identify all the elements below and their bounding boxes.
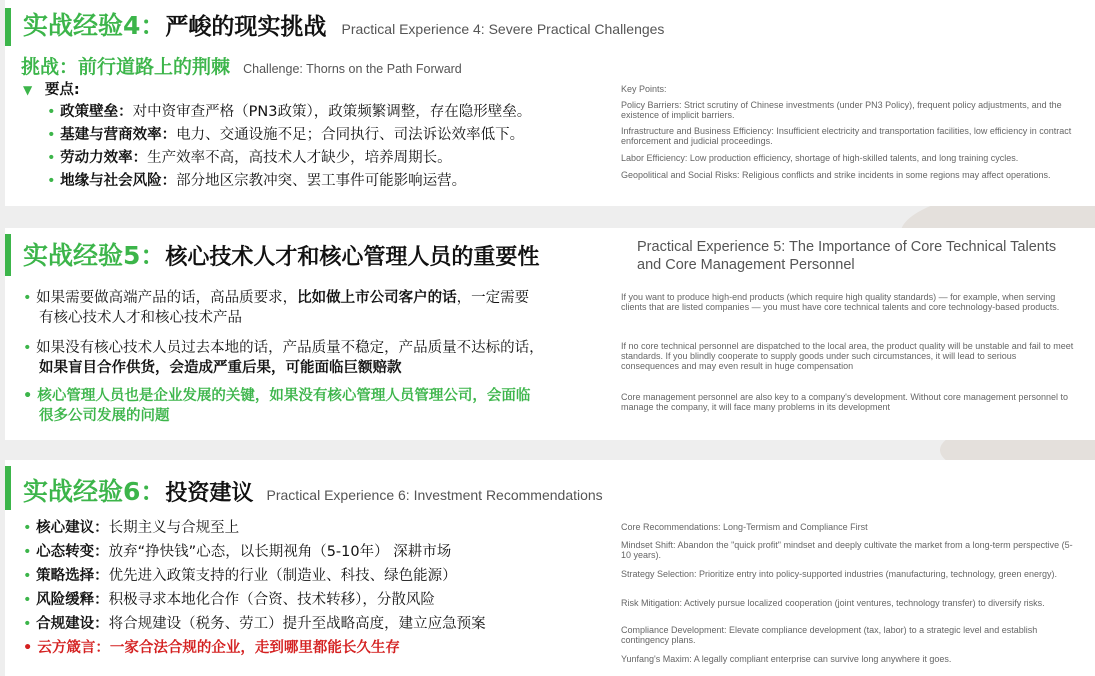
list-item: • 合规建设：将合规建设（税务、劳工）提升至战略高度，建立应急预案 (23, 616, 486, 632)
en-note: Infrastructure and Business Efficiency: Insufficient electricity and transportation facilities, low efficiency in contract enforcement and judicial proceedings. (621, 126, 1072, 146)
item-head: 策略选择： (36, 568, 109, 584)
en-note: Labor Efficiency: Low production efficiency, shortage of high-skilled talents, and long training cycles. (621, 153, 1019, 163)
triangle-down-icon: ▼ (23, 83, 33, 97)
section-5-title-en: Practical Experience 5: The Importance of Core Technical Talents and Core Management Personnel (637, 239, 1057, 273)
item-head: 合规建设： (36, 616, 109, 632)
text: ，一定需要 (456, 290, 530, 306)
text-bold: 比如做上市公司客户的话 (297, 290, 457, 306)
text-green: 很多公司发展的问题 (39, 408, 170, 424)
item-head: 基建与营商效率： (60, 127, 177, 143)
section-6-title (23, 472, 603, 508)
item-head: 核心建议： (36, 520, 109, 536)
en-note: Core management personnel are also key to a company's development. Without core management personnel to manage the company, it will face many problems in its development (621, 392, 1068, 412)
en-note: Policy Barriers: Strict scrutiny of Chinese investments (under PN3 Policy), frequent policy adjustments, and the existence of implicit barriers. (621, 100, 1062, 120)
en-note: If you want to produce high-end products (which require high quality standards) — for example, when serving clients that are listed companies — you must have core technical talents and core technology-based products. (621, 292, 1060, 312)
section-6-panel (5, 460, 1095, 676)
en-note: Yunfang's Maxim: A legally compliant enterprise can survive long anywhere it goes. (621, 654, 952, 664)
section-6-title-text: 投资建议 (165, 481, 254, 506)
section-6-title-en: Practical Experience 6: Investment Recommendations (266, 487, 603, 503)
accent-bar (5, 234, 11, 276)
text: 如果需要做高端产品的话，高品质要求， (36, 290, 298, 306)
en-note: Geopolitical and Social Risks: Religious conflicts and strike incidents in some regions may affect operations. (621, 170, 1051, 180)
en-note: Mindset Shift: Abandon the "quick profit" mindset and deeply cultivate the market from a long-term perspective (5-10 years). (621, 540, 1073, 560)
item-head: 地缘与社会风险： (60, 173, 177, 189)
item-head: 风险缓释： (36, 592, 109, 608)
list-item: • 地缘与社会风险：部分地区宗教冲突、罢工事件可能影响运营。 (47, 173, 467, 189)
subtitle-en: Challenge: Thorns on the Path Forward (243, 62, 462, 76)
list-item: • 劳动力效率：生产效率不高，高技术人才缺少，培养周期长。 (47, 150, 452, 166)
section-4-panel (5, 0, 1095, 206)
key-points-label (23, 80, 80, 100)
en-note: If no core technical personnel are dispatched to the local area, the product quality will be unstable and fail to meet standards. If you blindly cooperate to supply goods under such circumstances, it will lead to serious consequences and may even result in huge compensation (621, 341, 1074, 371)
list-item: • 核心管理人员也是企业发展的关键，如果没有核心管理人员管理公司，会面临 (23, 388, 531, 404)
item-body: 长期主义与合规至上 (108, 520, 240, 536)
en-note: Compliance Development: Elevate compliance development (tax, labor) to a strategic level and establish contingency plans. (621, 625, 1038, 645)
section-4-title-text: 严峻的现实挑战 (165, 14, 327, 40)
list-item: • 政策壁垒：对中资审查严格（PN3政策），政策频繁调整，存在隐形壁垒。 (47, 104, 532, 120)
section-4-title-number: 实战经验4： (23, 11, 166, 40)
item-body: 一家合法合规的企业，走到哪里都能长久生存 (109, 640, 400, 656)
item-body: 部分地区宗教冲突、罢工事件可能影响运营。 (176, 173, 467, 189)
section-4-title (23, 6, 664, 42)
item-body: 优先进入政策支持的行业（制造业、科技、绿色能源） (108, 568, 457, 584)
section-5-title-text: 核心技术人才和核心管理人员的重要性 (165, 245, 540, 270)
list-item: • 基建与营商效率：电力、交通设施不足；合同执行、司法诉讼效率低下。 (47, 127, 525, 143)
text-green: 核心管理人员也是企业发展的关键，如果没有核心管理人员管理公司，会面临 (37, 388, 531, 404)
list-item: • 策略选择：优先进入政策支持的行业（制造业、科技、绿色能源） (23, 568, 457, 584)
en-note: Key Points: (621, 84, 667, 94)
item-head: 心态转变： (36, 544, 109, 560)
text: 如果没有核心技术人员过去本地的话，产品质量不稳定，产品质量不达标的话， (36, 340, 544, 356)
section-4-title-en: Practical Experience 4: Severe Practical Challenges (341, 21, 665, 37)
section-5-title (23, 236, 539, 272)
accent-bar (5, 8, 11, 46)
item-body: 放弃“挣快钱”心态，以长期视角（5-10年） 深耕市场 (108, 544, 452, 560)
text-bold: 如果盲目合作供货，会造成严重后果，可能面临巨额赔款 (39, 360, 402, 376)
list-item: • 核心建议：长期主义与合规至上 (23, 520, 240, 536)
en-note: Risk Mitigation: Actively pursue localized cooperation (joint ventures, technology transfer) to diversify risks. (621, 598, 1045, 608)
item-head: 云方箴言： (37, 640, 110, 656)
list-item-cont (39, 358, 402, 378)
en-note: Core Recommendations: Long-Termism and Compliance First (621, 522, 868, 532)
section-5-title-number: 实战经验5： (23, 241, 166, 270)
list-item-maxim: • 云方箴言：一家合法合规的企业，走到哪里都能长久生存 (23, 640, 400, 656)
section-5-panel (5, 228, 1095, 440)
list-item: • 风险缓释：积极寻求本地化合作（合资、技术转移），分散风险 (23, 592, 435, 608)
item-head: 政策壁垒： (60, 104, 133, 120)
list-item: • 如果需要做高端产品的话，高品质要求，比如做上市公司客户的话，一定需要 (23, 290, 530, 306)
list-item: • 心态转变：放弃“挣快钱”心态，以长期视角（5-10年） 深耕市场 (23, 544, 452, 560)
accent-bar (5, 466, 11, 510)
list-item-cont (39, 308, 242, 328)
list-item-cont (39, 406, 170, 426)
text: 有核心技术人才和核心技术产品 (39, 310, 242, 326)
item-head: 劳动力效率： (60, 150, 148, 166)
section-4-subtitle (21, 52, 462, 79)
item-body: 生产效率不高，高技术人才缺少，培养周期长。 (147, 150, 452, 166)
subtitle-cn: 挑战：前行道路上的荆棘 (21, 56, 231, 78)
item-body: 将合规建设（税务、劳工）提升至战略高度，建立应急预案 (108, 616, 486, 632)
item-body: 电力、交通设施不足；合同执行、司法诉讼效率低下。 (176, 127, 525, 143)
section-6-title-number: 实战经验6： (23, 477, 166, 506)
points-label: 要点: (44, 82, 80, 98)
en-note: Strategy Selection: Prioritize entry into policy-supported industries (manufacturing, technology, green energy). (621, 569, 1058, 579)
item-body: 对中资审查严格（PN3政策），政策频繁调整，存在隐形壁垒。 (132, 104, 532, 120)
list-item: • 如果没有核心技术人员过去本地的话，产品质量不稳定，产品质量不达标的话， (23, 340, 544, 356)
item-body: 积极寻求本地化合作（合资、技术转移），分散风险 (108, 592, 435, 608)
